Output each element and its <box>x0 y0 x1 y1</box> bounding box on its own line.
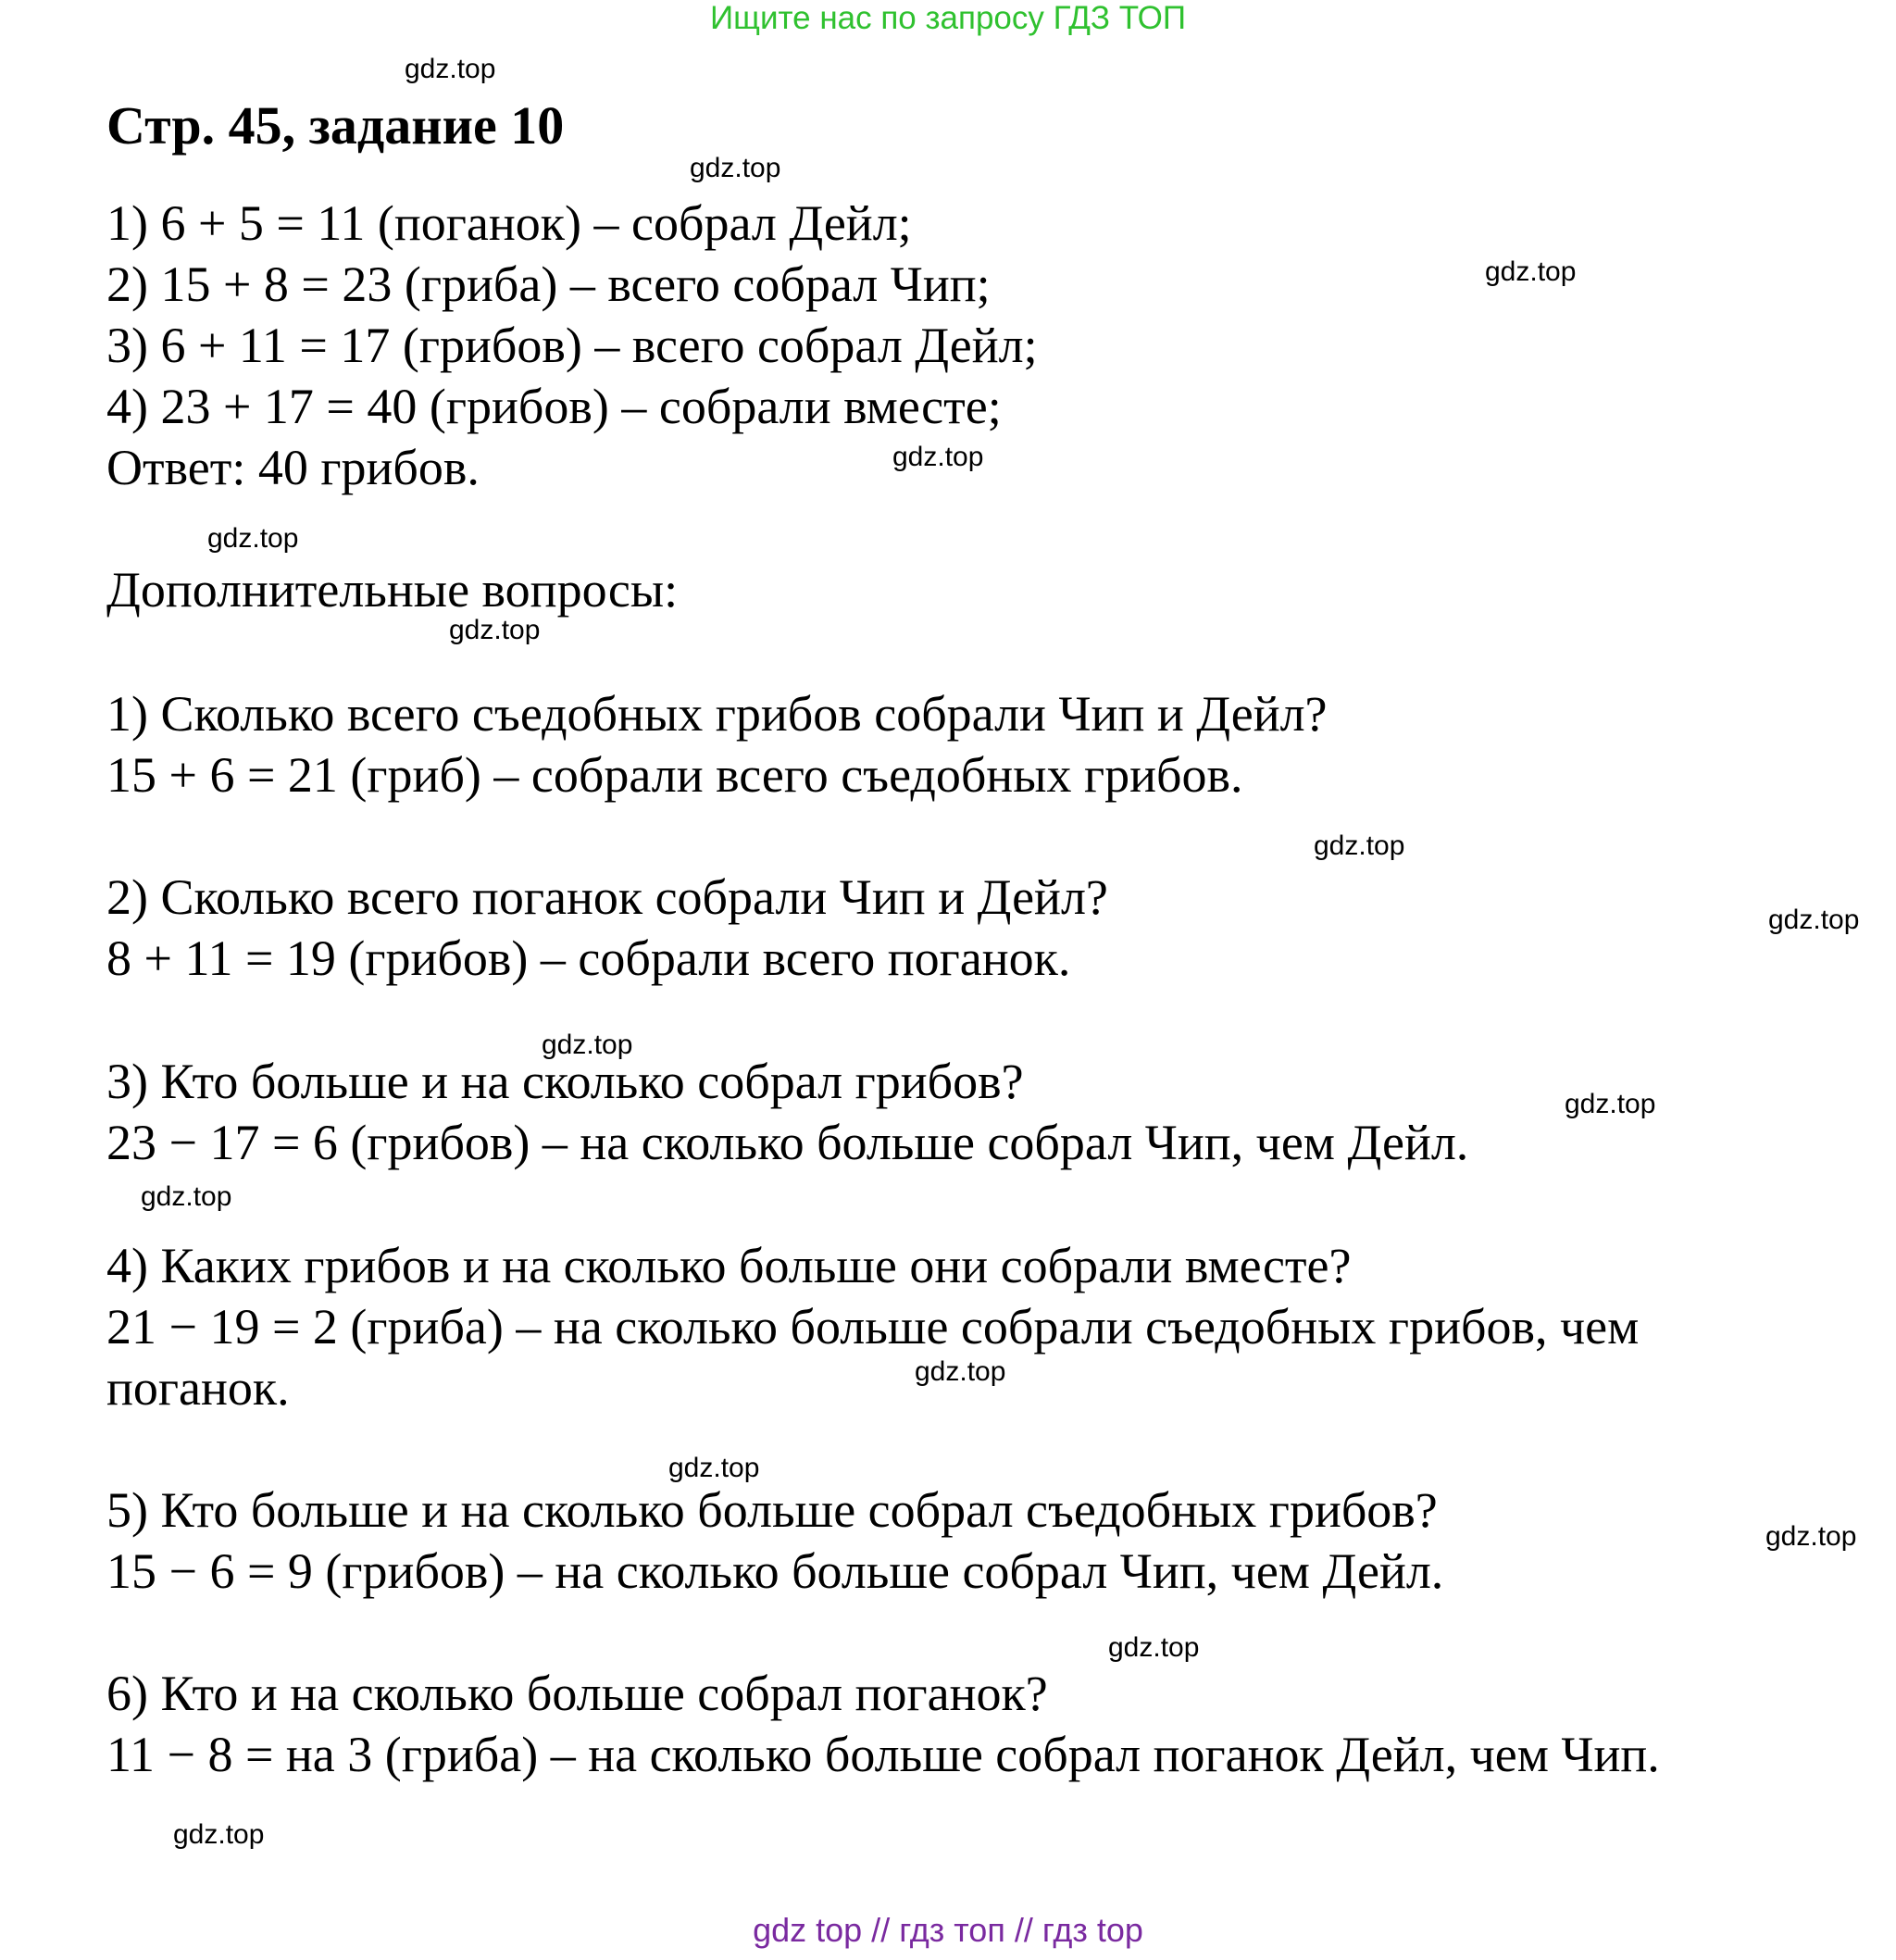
answer-4-continued: поганок. <box>106 1360 290 1416</box>
question-3: 3) Кто больше и на сколько собрал грибов? <box>106 1054 1024 1109</box>
question-4: 4) Каких грибов и на сколько больше они собрали вместе? <box>106 1238 1352 1293</box>
answer-4: 21 − 19 = 2 (гриба) – на сколько больше собрали съедобных грибов, чем <box>106 1299 1640 1355</box>
answer-2: 8 + 11 = 19 (грибов) – собрали всего поганок. <box>106 930 1071 986</box>
question-5: 5) Кто больше и на сколько больше собрал съедобных грибов? <box>106 1482 1438 1538</box>
answer-3: 23 − 17 = 6 (грибов) – на сколько больше собрал Чип, чем Дейл. <box>106 1115 1469 1170</box>
watermark: gdz.top <box>668 1453 760 1483</box>
watermark: gdz.top <box>1485 256 1577 287</box>
watermark: gdz.top <box>892 442 984 472</box>
footer-watermark: gdz top // гдз топ // гдз top <box>753 1911 1143 1949</box>
question-1: 1) Сколько всего съедобных грибов собрали Чип и Дейл? <box>106 686 1328 742</box>
watermark: gdz.top <box>1108 1632 1200 1663</box>
answer-5: 15 − 6 = 9 (грибов) – на сколько больше собрал Чип, чем Дейл. <box>106 1543 1444 1599</box>
watermark: gdz.top <box>1768 905 1860 935</box>
answer-line: Ответ: 40 грибов. <box>106 440 480 495</box>
question-2: 2) Сколько всего поганок собрали Чип и Дейл? <box>106 869 1108 925</box>
page-title: Стр. 45, задание 10 <box>106 95 565 156</box>
watermark: gdz.top <box>690 153 781 183</box>
watermark: gdz.top <box>207 523 299 554</box>
watermark: gdz.top <box>449 615 541 645</box>
question-6: 6) Кто и на сколько больше собрал поганок? <box>106 1666 1048 1721</box>
solution-line-3: 3) 6 + 11 = 17 (грибов) – всего собрал Дейл; <box>106 318 1038 373</box>
watermark: gdz.top <box>1565 1089 1656 1119</box>
answer-6: 11 − 8 = на 3 (гриба) – на сколько больше собрал поганок Дейл, чем Чип. <box>106 1727 1660 1782</box>
search-banner: Ищите нас по запросу ГДЗ ТОП <box>710 0 1186 36</box>
watermark: gdz.top <box>405 54 496 84</box>
watermark: gdz.top <box>542 1030 633 1060</box>
watermark: gdz.top <box>1314 830 1405 861</box>
watermark: gdz.top <box>173 1819 265 1850</box>
watermark: gdz.top <box>915 1356 1006 1387</box>
answer-1: 15 + 6 = 21 (гриб) – собрали всего съедобных грибов. <box>106 747 1243 803</box>
solution-line-1: 1) 6 + 5 = 11 (поганок) – собрал Дейл; <box>106 195 912 251</box>
watermark: gdz.top <box>1765 1521 1857 1552</box>
extra-questions-heading: Дополнительные вопросы: <box>106 562 679 618</box>
solution-line-2: 2) 15 + 8 = 23 (гриба) – всего собрал Чип; <box>106 256 991 312</box>
watermark: gdz.top <box>141 1181 232 1212</box>
solution-line-4: 4) 23 + 17 = 40 (грибов) – собрали вместе; <box>106 379 1002 434</box>
